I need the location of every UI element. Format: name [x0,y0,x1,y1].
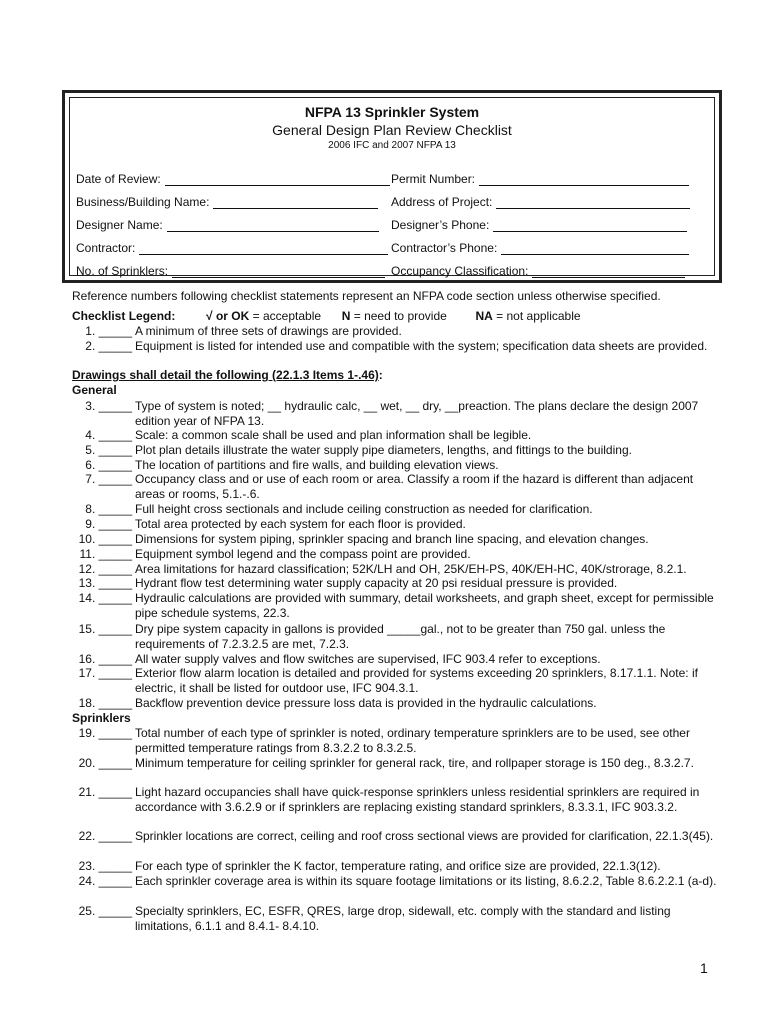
drawings-heading [72,368,383,382]
contractor-phone-label: Contractor’s Phone: [391,241,498,255]
item-number[interactable]: 25. _____ [78,904,132,918]
item-number[interactable]: 15. _____ [78,622,132,636]
item-number[interactable]: 11. _____ [79,547,132,561]
list-item [72,517,722,532]
list-item [72,458,722,473]
item-text: A minimum of three sets of drawings are provided. [135,324,402,338]
legend-n-key: N [341,309,351,323]
item-number[interactable]: 19. _____ [78,726,132,740]
list-item [72,472,722,502]
list-item [72,339,722,354]
designer-phone-label: Designer’s Phone: [391,218,490,232]
item-number[interactable]: 20. _____ [78,756,132,770]
num-sprinklers-blank[interactable] [172,265,385,278]
permit-number-blank[interactable] [479,173,689,186]
business-name-field[interactable] [76,195,378,209]
list-item [72,829,722,844]
sprinklers-heading: Sprinklers [72,711,131,725]
item-number[interactable]: 16. _____ [78,652,132,666]
item-text: Area limitations for hazard classification; 52K/LH and OH, 25K/EH-PS, 40K/EH-HC, 40K/strorage, 8.2.1. [135,562,687,576]
list-item [72,726,722,756]
item-number[interactable]: 3. _____ [85,399,132,413]
item-number[interactable]: 21. _____ [78,785,132,799]
legend-n-text: = need to provide [350,309,447,323]
item-number[interactable]: 6. _____ [85,458,132,472]
item-number[interactable]: 17. _____ [78,666,132,680]
header-box [62,90,722,283]
list-item [72,428,722,443]
drawings-heading-text: Drawings shall detail the following (22.1.3 Items 1-.46) [72,368,379,382]
item-number[interactable]: 22. _____ [78,829,132,843]
item-number[interactable]: 18. _____ [78,696,132,710]
item-text: Light hazard occupancies shall have quick-response sprinklers unless residential sprinklers are required in accordance with 3.6.2.9 or if sprinklers are replacing existing standard sprinklers, 8.3.3.1, IFC 903.3.2. [135,785,700,814]
list-item [72,859,722,874]
list-item [72,562,722,577]
occupancy-field[interactable] [391,264,685,278]
item-text: Scale: a common scale shall be used and plan information shall be legible. [135,428,532,442]
contractor-blank[interactable] [139,242,388,255]
document-title: NFPA 13 Sprinkler System [304,104,480,120]
contractor-label: Contractor: [76,241,136,255]
page-number: 1 [700,960,708,976]
legend-ok-text: = acceptable [249,309,322,323]
item-text: All water supply valves and flow switches are supervised, IFC 903.4 refer to exceptions. [135,652,601,666]
contractor-phone-field[interactable] [391,241,689,255]
designer-name-label: Designer Name: [76,218,163,232]
item-text: Total area protected by each system for each floor is provided. [135,517,466,531]
item-text: Equipment is listed for intended use and compatible with the system; specification data sheets are provided. [135,339,708,353]
list-item [72,547,722,562]
list-item [72,666,722,696]
date-of-review-field[interactable] [76,172,390,186]
list-item [72,532,722,547]
item-number[interactable]: 13. _____ [78,576,132,590]
item-text: The location of partitions and fire walls, and building elevation views. [135,458,499,472]
date-of-review-blank[interactable] [165,173,390,186]
legend-na-key: NA [475,309,493,323]
designer-phone-field[interactable] [391,218,687,232]
date-of-review-label: Date of Review: [76,172,161,186]
list-item [72,443,722,458]
contractor-field[interactable] [76,241,388,255]
item-text: Occupancy class and or use of each room or area. Classify a room if the hazard is different than adjacent areas or rooms, 5.1.-.6. [135,472,694,501]
num-sprinklers-label: No. of Sprinklers: [76,264,169,278]
list-item [72,399,722,429]
item-text: Plot plan details illustrate the water supply pipe diameters, lengths, and fittings to the building. [135,443,632,457]
header-inner-border [69,97,715,276]
occupancy-blank[interactable] [532,265,685,278]
occupancy-label: Occupancy Classification: [391,264,529,278]
checklist-legend [72,309,581,323]
item-number[interactable]: 7. _____ [85,472,132,486]
item-text: Hydrant flow test determining water supply capacity at 20 psi residual pressure is provided. [135,576,618,590]
list-item [72,785,722,815]
business-name-label: Business/Building Name: [76,195,210,209]
list-item [72,696,722,711]
item-number[interactable]: 5. _____ [85,443,132,457]
designer-phone-blank[interactable] [493,219,687,232]
num-sprinklers-field[interactable] [76,264,385,278]
permit-number-label: Permit Number: [391,172,476,186]
list-item [72,576,722,591]
legend-label: Checklist Legend: [72,309,176,323]
item-text: Each sprinkler coverage area is within its square footage limitations or its listing, 8.6.2.2, Table 8.6.2.2.1 (a-d). [135,874,717,888]
drawings-heading-suffix: : [378,368,383,382]
item-number[interactable]: 1. _____ [85,324,132,338]
item-text: Full height cross sectionals and include ceiling construction as needed for clarification. [135,502,593,516]
item-text: Specialty sprinklers, EC, ESFR, QRES, large drop, sidewall, etc. comply with the standard and listing limitations, 6.1.1 and 8.4.1- 8.4.10. [135,904,671,933]
address-label: Address of Project: [391,195,493,209]
designer-name-field[interactable] [76,218,379,232]
item-text: Type of system is noted; __ hydraulic calc, __ wet, __ dry, __preaction. The plans declare the design 2007 edition year of NFPA 13. [135,399,699,428]
item-number[interactable]: 24. _____ [78,874,132,888]
address-field[interactable] [391,195,690,209]
business-name-blank[interactable] [213,196,378,209]
item-number[interactable]: 2. _____ [85,339,132,353]
permit-number-field[interactable] [391,172,689,186]
contractor-phone-blank[interactable] [501,242,689,255]
reference-note: Reference numbers following checklist statements represent an NFPA code section unless otherwise specified. [72,289,661,303]
list-item [72,324,722,339]
item-number[interactable]: 14. _____ [78,591,132,605]
item-number[interactable]: 23. _____ [78,859,132,873]
code-edition: 2006 IFC and 2007 NFPA 13 [328,140,456,151]
address-blank[interactable] [496,196,690,209]
item-text: Equipment symbol legend and the compass point are provided. [135,547,471,561]
document-subtitle: General Design Plan Review Checklist [272,122,512,138]
item-text: Dimensions for system piping, sprinkler spacing and branch line spacing, and elevation changes. [135,532,649,546]
list-item [72,756,722,771]
item-text: Exterior flow alarm location is detailed and provided for systems exceeding 20 sprinklers, 8.17.1.1. Note: if electric, it shall be listed for outdoor use, IFC 904.3.1. [135,666,698,695]
legend-na-text: = not applicable [492,309,581,323]
item-number[interactable]: 8. _____ [85,502,132,516]
item-text: Hydraulic calculations are provided with summary, detail worksheets, and graph sheet, except for permissible pipe schedule systems, 22.3. [135,591,714,620]
general-heading: General [72,383,117,397]
item-number[interactable]: 10. _____ [78,532,132,546]
designer-name-blank[interactable] [167,219,379,232]
item-number[interactable]: 4. _____ [85,428,132,442]
list-item [72,622,722,652]
legend-ok-key: √ or OK [206,309,250,323]
list-item [72,904,722,934]
item-text: Minimum temperature for ceiling sprinkler for general rack, tire, and rollpaper storage is 150 deg., 8.3.2.7. [135,756,694,770]
list-item [72,652,722,667]
item-text: For each type of sprinkler the K factor, temperature rating, and orifice size are provided, 22.1.3(12). [135,859,661,873]
item-text: Sprinkler locations are correct, ceiling and roof cross sectional views are provided for clarification, 22.1.3(45). [135,829,714,843]
item-text: Total number of each type of sprinkler is noted, ordinary temperature sprinklers are to be used, see other permitted temperature ratings from 8.3.2.2 to 8.3.2.5. [135,726,690,755]
list-item [72,502,722,517]
item-text: Dry pipe system capacity in gallons is provided _____gal., not to be greater than 750 gal. unless the requirements of 7.2.3.2.5 are met, 7.2.3. [135,622,666,651]
item-number[interactable]: 9. _____ [85,517,132,531]
list-item [72,874,722,889]
list-item [72,591,722,621]
item-text: Backflow prevention device pressure loss data is provided in the hydraulic calculations. [135,696,597,710]
item-number[interactable]: 12. _____ [78,562,132,576]
